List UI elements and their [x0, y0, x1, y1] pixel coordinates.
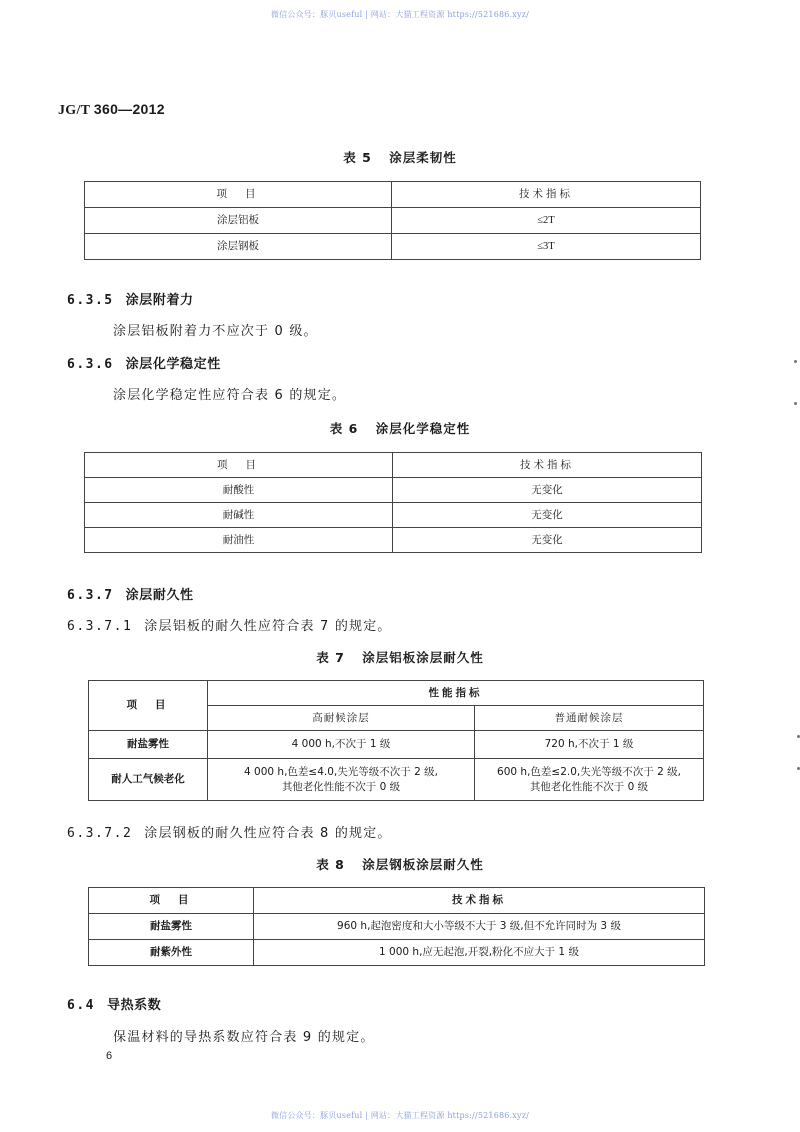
section-number: 6.3.7.2 — [67, 826, 133, 841]
cell-line: 4 000 h,不次于 1 级 — [291, 738, 391, 750]
table8-cell: 1 000 h,应无起泡,开裂,粉化不应大于 1 级 — [254, 940, 705, 966]
table6-cell: 无变化 — [393, 503, 702, 528]
table7-header-group: 性能指标 — [208, 681, 704, 706]
table5-caption — [0, 148, 800, 166]
cell-line: 其他老化性能不次于 0 级 — [529, 780, 649, 793]
table6-caption-title: 涂层化学稳定性 — [375, 421, 471, 436]
section-6-3-7-1 — [67, 615, 392, 634]
table7-caption-title: 涂层铝板涂层耐久性 — [362, 650, 484, 665]
table6-caption — [0, 419, 800, 437]
cell-line: 4 000 h,色差≤4.0,失光等级不次于 2 级, — [244, 765, 438, 778]
table7-caption — [0, 648, 800, 666]
table8-caption-number: 表 8 — [316, 857, 345, 872]
table-row — [89, 731, 704, 759]
table5-caption-number: 表 5 — [343, 150, 372, 165]
section-body: 涂层钢板的耐久性应符合表 8 的规定。 — [144, 826, 392, 841]
section-title: 导热系数 — [106, 998, 162, 1013]
table8-cell: 耐紫外性 — [89, 940, 254, 966]
table-row — [85, 503, 702, 528]
section-6-3-6-heading — [67, 353, 221, 372]
table-header-row — [89, 888, 705, 914]
standard-prefix: JG/T — [58, 103, 91, 118]
table5-cell: 涂层钢板 — [85, 234, 392, 260]
scan-speck — [794, 360, 797, 363]
table6-chemical-stability — [84, 452, 702, 553]
cell-line: 600 h,色差≤2.0,失光等级不次于 2 级, — [497, 765, 681, 778]
table5-coating-flexibility — [84, 181, 701, 260]
table7-subheader-normal: 普通耐候涂层 — [475, 706, 704, 731]
table8-caption — [0, 855, 800, 873]
table-row — [89, 759, 704, 801]
table7-caption-number: 表 7 — [316, 650, 345, 665]
watermark-top: 微信公众号：豚贝useful | 网站：大猫工程资源 https://521686.xyz/ — [270, 10, 530, 19]
table7-cell-high — [208, 759, 475, 801]
table7-header-item: 项目 — [89, 681, 208, 731]
table6-cell: 耐酸性 — [85, 478, 393, 503]
table7-aluminum-coating-durability — [88, 680, 704, 801]
section-6-3-6-body: 涂层化学稳定性应符合表 6 的规定。 — [113, 388, 347, 403]
table-row — [85, 478, 702, 503]
table7-subheader-high: 高耐候涂层 — [208, 706, 475, 731]
table7-cell-high — [208, 731, 475, 759]
cell-line: 720 h,不次于 1 级 — [544, 738, 634, 750]
table-header-row — [89, 681, 704, 706]
table8-caption-title: 涂层钢板涂层耐久性 — [362, 857, 484, 872]
section-6-3-5-heading — [67, 289, 194, 308]
watermark-bottom: 微信公众号：豚贝useful | 网站：大猫工程资源 https://521686.xyz/ — [270, 1111, 530, 1120]
table8-header-indicator: 技术指标 — [254, 888, 705, 914]
section-6-4-body: 保温材料的导热系数应符合表 9 的规定。 — [113, 1030, 375, 1045]
table8-cell: 960 h,起泡密度和大小等级不大于 3 级,但不允许同时为 3 级 — [254, 914, 705, 940]
table-row — [85, 208, 701, 234]
page-number: 6 — [106, 1050, 113, 1062]
table7-item: 耐人工气候老化 — [89, 759, 208, 801]
table7-cell-normal — [475, 731, 704, 759]
table6-cell: 无变化 — [393, 478, 702, 503]
standard-code — [58, 101, 165, 119]
table6-cell: 无变化 — [393, 528, 702, 553]
section-number: 6.3.7.1 — [67, 619, 133, 634]
table-row — [85, 234, 701, 260]
cell-line: 其他老化性能不次于 0 级 — [281, 780, 401, 793]
table8-steel-coating-durability — [88, 887, 705, 966]
table5-cell: ≤2T — [392, 208, 701, 234]
table6-caption-number: 表 6 — [329, 421, 359, 436]
table7-item: 耐盐雾性 — [89, 731, 208, 759]
section-number: 6.4 — [67, 998, 95, 1013]
table-header-row — [85, 182, 701, 208]
section-title: 涂层耐久性 — [125, 588, 194, 603]
table6-cell: 耐油性 — [85, 528, 393, 553]
table8-header-item: 项目 — [89, 888, 254, 914]
table6-header-item: 项目 — [85, 453, 393, 478]
table7-cell-normal — [475, 759, 704, 801]
table-row — [85, 528, 702, 553]
table5-cell: ≤3T — [392, 234, 701, 260]
section-number: 6.3.6 — [67, 357, 114, 372]
table5-cell: 涂层铝板 — [85, 208, 392, 234]
table8-cell: 耐盐雾性 — [89, 914, 254, 940]
table6-cell: 耐碱性 — [85, 503, 393, 528]
section-title: 涂层化学稳定性 — [125, 357, 221, 372]
section-6-3-7-heading — [67, 584, 194, 603]
table-header-row — [85, 453, 702, 478]
table6-header-indicator: 技术指标 — [393, 453, 702, 478]
section-body: 涂层铝板的耐久性应符合表 7 的规定。 — [144, 619, 392, 634]
table5-header-item: 项目 — [85, 182, 392, 208]
standard-number: 360—2012 — [93, 101, 165, 117]
section-6-4-heading — [67, 994, 161, 1013]
section-title: 涂层附着力 — [125, 293, 194, 308]
table5-caption-title: 涂层柔韧性 — [389, 150, 457, 165]
table-row — [89, 940, 705, 966]
section-number: 6.3.5 — [67, 293, 114, 308]
section-6-3-5-body: 涂层铝板附着力不应次于 0 级。 — [113, 324, 318, 339]
section-6-3-7-2 — [67, 822, 392, 841]
section-number: 6.3.7 — [67, 588, 114, 603]
table-row — [89, 914, 705, 940]
table5-header-indicator: 技术指标 — [392, 182, 701, 208]
scan-speck — [794, 402, 797, 405]
